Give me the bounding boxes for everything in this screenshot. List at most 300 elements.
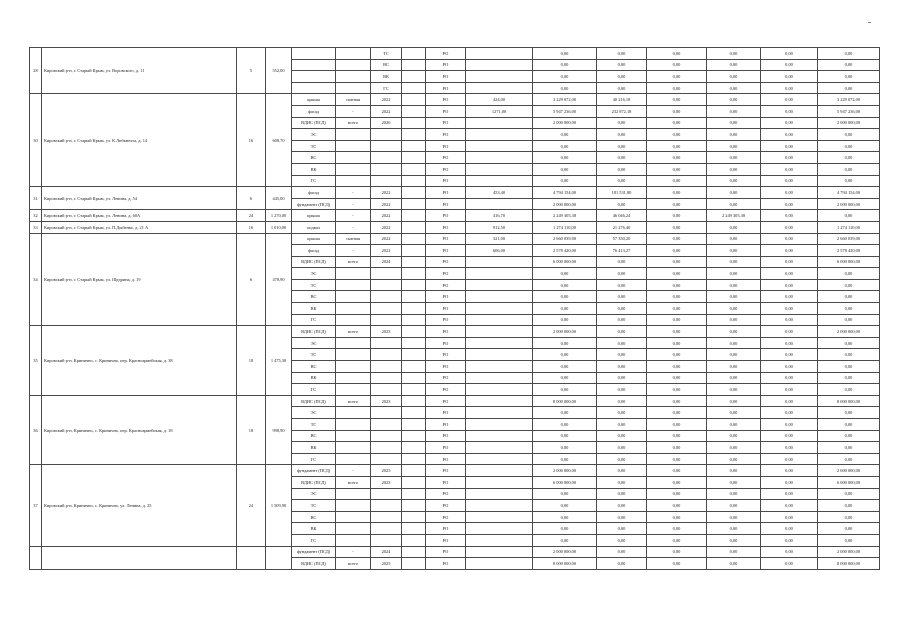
cell-fund-local: 0,00 bbox=[707, 198, 761, 210]
cell-work-type: ВС bbox=[292, 511, 336, 523]
cell-fund-total: 0,00 bbox=[818, 534, 880, 546]
cell-fund-total: 0,00 bbox=[818, 349, 880, 361]
cell-year bbox=[371, 152, 402, 164]
cell-fund-regional: 0,00 bbox=[647, 152, 707, 164]
cell-fund-regional: 0,00 bbox=[647, 268, 707, 280]
cell-year bbox=[371, 303, 402, 315]
cell-total-cost bbox=[466, 82, 533, 94]
cell-fund-federal: 0,00 bbox=[597, 198, 647, 210]
cell-specific-cost: 0,00 bbox=[533, 129, 597, 141]
cell-work-type: ВС bbox=[292, 430, 336, 442]
cell-fund-regional: 0,00 bbox=[647, 361, 707, 373]
cell-total-cost bbox=[466, 534, 533, 546]
cell-year: 2023 bbox=[371, 326, 402, 338]
cell-fund-federal: 0,00 bbox=[597, 129, 647, 141]
cell-work-subtype bbox=[336, 279, 371, 291]
cell-total-cost bbox=[466, 326, 533, 338]
cell-funding bbox=[402, 82, 426, 94]
cell-specific-cost: 3 229 072,00 bbox=[533, 94, 597, 106]
cell-work-subtype bbox=[336, 523, 371, 535]
cell-total-cost: 453,40 bbox=[466, 187, 533, 199]
cell-work-subtype: - bbox=[336, 210, 371, 222]
cell-fund-total: 8 000 000,00 bbox=[818, 558, 880, 570]
cell-volume: РО bbox=[426, 140, 466, 152]
cell-fund-local: 0,00 bbox=[707, 140, 761, 152]
cell-fund-regional: 0,00 bbox=[647, 453, 707, 465]
cell-work-type: ГС bbox=[292, 314, 336, 326]
cell-fund-regional: 0,00 bbox=[647, 442, 707, 454]
cell-volume: РО bbox=[426, 117, 466, 129]
cell-funding bbox=[402, 442, 426, 454]
cell-fund-federal: 0,00 bbox=[597, 268, 647, 280]
cell-year bbox=[371, 291, 402, 303]
cell-year bbox=[371, 361, 402, 373]
cell-volume: РО bbox=[426, 256, 466, 268]
cell-fund-owners: 0,00 bbox=[761, 372, 818, 384]
building-area: 1 509,90 bbox=[266, 465, 292, 546]
floor-count bbox=[237, 546, 266, 569]
cell-fund-local: 0,00 bbox=[707, 268, 761, 280]
building-area: 1 475,30 bbox=[266, 326, 292, 396]
cell-volume: РО bbox=[426, 187, 466, 199]
cell-specific-cost: 0,00 bbox=[533, 59, 597, 71]
cell-total-cost bbox=[466, 361, 533, 373]
cell-fund-local: 0,00 bbox=[707, 279, 761, 291]
cell-specific-cost: 6 000 000,00 bbox=[533, 476, 597, 488]
cell-work-type: ВДИС (ПСД) bbox=[292, 256, 336, 268]
cell-total-cost bbox=[466, 476, 533, 488]
cell-fund-regional: 0,00 bbox=[647, 198, 707, 210]
cell-fund-federal: 0,00 bbox=[597, 59, 647, 71]
cell-fund-total: 0,00 bbox=[818, 129, 880, 141]
cell-fund-owners: 0,00 bbox=[761, 395, 818, 407]
cell-work-subtype: - bbox=[336, 465, 371, 477]
cell-specific-cost: 2 000 000,00 bbox=[533, 326, 597, 338]
cell-fund-federal: 0,00 bbox=[597, 534, 647, 546]
cell-fund-local: 0,00 bbox=[707, 349, 761, 361]
cell-work-subtype: - bbox=[336, 546, 371, 558]
cell-fund-total: 2 000 000,00 bbox=[818, 198, 880, 210]
cell-fund-local: 2 249 305,38 bbox=[707, 210, 761, 222]
cell-total-cost: 912,50 bbox=[466, 221, 533, 233]
cell-fund-federal: 0,00 bbox=[597, 152, 647, 164]
cell-work-type: фундамент (ПСД) bbox=[292, 198, 336, 210]
table-row bbox=[30, 326, 880, 338]
cell-volume: РО bbox=[426, 476, 466, 488]
cell-fund-regional: 0,00 bbox=[647, 48, 707, 60]
cell-volume: РО bbox=[426, 48, 466, 60]
cell-year bbox=[371, 500, 402, 512]
cell-fund-local: 0,00 bbox=[707, 534, 761, 546]
cell-year: 2024 bbox=[371, 256, 402, 268]
cell-fund-local: 0,00 bbox=[707, 94, 761, 106]
cell-volume: РО bbox=[426, 384, 466, 396]
cell-total-cost bbox=[466, 395, 533, 407]
cell-funding bbox=[402, 279, 426, 291]
repair-schedule-table bbox=[29, 47, 880, 570]
cell-funding bbox=[402, 430, 426, 442]
cell-work-type: ТС bbox=[292, 419, 336, 431]
cell-work-subtype bbox=[336, 140, 371, 152]
cell-fund-total: 0,00 bbox=[818, 210, 880, 222]
cell-work-subtype bbox=[336, 71, 371, 83]
cell-work-type: ВС bbox=[292, 152, 336, 164]
cell-fund-local: 0,00 bbox=[707, 303, 761, 315]
floor-count: 18 bbox=[237, 395, 266, 465]
cell-year bbox=[371, 163, 402, 175]
cell-fund-federal: 0,00 bbox=[597, 326, 647, 338]
cell-fund-federal: 0,00 bbox=[597, 291, 647, 303]
cell-work-subtype bbox=[336, 361, 371, 373]
cell-work-type: ВДИС (ПСД) bbox=[292, 476, 336, 488]
cell-fund-local: 0,00 bbox=[707, 453, 761, 465]
cell-fund-owners: 0,00 bbox=[761, 419, 818, 431]
cell-fund-local: 0,00 bbox=[707, 395, 761, 407]
cell-fund-owners: 0,00 bbox=[761, 407, 818, 419]
cell-work-type: ВДИС (ПСД) bbox=[292, 326, 336, 338]
cell-fund-total: 0,00 bbox=[818, 48, 880, 60]
cell-fund-regional: 0,00 bbox=[647, 430, 707, 442]
table-row bbox=[30, 94, 880, 106]
cell-total-cost bbox=[466, 303, 533, 315]
cell-fund-total: 0,00 bbox=[818, 303, 880, 315]
cell-specific-cost: 0,00 bbox=[533, 534, 597, 546]
building-address: Кировский р-н, г. Старый Крым, ул. Воровского, д. 11 bbox=[42, 48, 237, 94]
cell-funding bbox=[402, 59, 426, 71]
cell-volume: РО bbox=[426, 453, 466, 465]
cell-fund-regional: 0,00 bbox=[647, 221, 707, 233]
cell-volume: РО bbox=[426, 546, 466, 558]
cell-fund-total: 0,00 bbox=[818, 175, 880, 187]
cell-fund-owners: 0,00 bbox=[761, 314, 818, 326]
cell-work-subtype bbox=[336, 534, 371, 546]
cell-fund-federal: 0,00 bbox=[597, 465, 647, 477]
cell-fund-local: 0,00 bbox=[707, 233, 761, 245]
cell-funding bbox=[402, 221, 426, 233]
cell-fund-local: 0,00 bbox=[707, 419, 761, 431]
cell-fund-total: 0,00 bbox=[818, 523, 880, 535]
cell-volume: РО bbox=[426, 152, 466, 164]
cell-fund-local: 0,00 bbox=[707, 546, 761, 558]
cell-volume: РО bbox=[426, 523, 466, 535]
cell-funding bbox=[402, 534, 426, 546]
cell-volume: РО bbox=[426, 279, 466, 291]
cell-work-subtype: всего bbox=[336, 256, 371, 268]
cell-volume: РО bbox=[426, 175, 466, 187]
cell-work-subtype: всего bbox=[336, 476, 371, 488]
cell-work-subtype bbox=[336, 48, 371, 60]
cell-total-cost bbox=[466, 337, 533, 349]
cell-total-cost: 424,00 bbox=[466, 94, 533, 106]
cell-year: 2022 bbox=[371, 233, 402, 245]
cell-year: 2023 bbox=[371, 395, 402, 407]
cell-total-cost bbox=[466, 314, 533, 326]
cell-work-type: крыша bbox=[292, 210, 336, 222]
cell-fund-local: 0,00 bbox=[707, 488, 761, 500]
cell-fund-total: 4 794 154,00 bbox=[818, 187, 880, 199]
building-number: 33 bbox=[30, 221, 42, 233]
cell-fund-owners: 0,00 bbox=[761, 105, 818, 117]
cell-fund-owners: 0,00 bbox=[761, 245, 818, 257]
cell-total-cost bbox=[466, 152, 533, 164]
cell-specific-cost: 0,00 bbox=[533, 279, 597, 291]
cell-fund-regional: 0,00 bbox=[647, 349, 707, 361]
cell-total-cost bbox=[466, 384, 533, 396]
cell-work-subtype bbox=[336, 372, 371, 384]
cell-year: 2024 bbox=[371, 546, 402, 558]
cell-work-type: ВС bbox=[292, 291, 336, 303]
cell-fund-total: 5 947 236,00 bbox=[818, 105, 880, 117]
cell-fund-owners: 0,00 bbox=[761, 117, 818, 129]
cell-work-type bbox=[292, 59, 336, 71]
cell-funding bbox=[402, 337, 426, 349]
cell-fund-regional: 0,00 bbox=[647, 245, 707, 257]
cell-volume: РО bbox=[426, 314, 466, 326]
cell-volume: РО bbox=[426, 291, 466, 303]
cell-year bbox=[371, 419, 402, 431]
cell-work-subtype: - bbox=[336, 198, 371, 210]
cell-specific-cost: 0,00 bbox=[533, 314, 597, 326]
cell-work-type: подвал bbox=[292, 221, 336, 233]
cell-fund-total: 0,00 bbox=[818, 291, 880, 303]
cell-year bbox=[371, 175, 402, 187]
cell-fund-regional: 0,00 bbox=[647, 59, 707, 71]
cell-fund-local: 0,00 bbox=[707, 71, 761, 83]
cell-fund-regional: 0,00 bbox=[647, 523, 707, 535]
building-address: Кировский р-н, Кринично, с. Кринично, пер. Красноармейская, д. 18 bbox=[42, 395, 237, 465]
cell-specific-cost: 0,00 bbox=[533, 291, 597, 303]
cell-fund-local: 0,00 bbox=[707, 163, 761, 175]
cell-specific-cost: 0,00 bbox=[533, 71, 597, 83]
cell-fund-federal: 232 872,18 bbox=[597, 105, 647, 117]
cell-fund-owners: 0,00 bbox=[761, 465, 818, 477]
cell-volume: РО bbox=[426, 407, 466, 419]
cell-fund-owners: 0,00 bbox=[761, 210, 818, 222]
cell-volume: РО bbox=[426, 82, 466, 94]
cell-fund-owners: 0,00 bbox=[761, 442, 818, 454]
cell-fund-total: 0,00 bbox=[818, 488, 880, 500]
cell-fund-federal: 0,00 bbox=[597, 82, 647, 94]
cell-funding bbox=[402, 163, 426, 175]
building-number: 30 bbox=[30, 94, 42, 187]
cell-work-subtype bbox=[336, 129, 371, 141]
cell-fund-federal: 0,00 bbox=[597, 546, 647, 558]
cell-fund-local: 0,00 bbox=[707, 187, 761, 199]
floor-count: 5 bbox=[237, 48, 266, 94]
cell-year: ВК bbox=[371, 71, 402, 83]
building-area: 552,00 bbox=[266, 48, 292, 94]
cell-fund-federal: 0,00 bbox=[597, 442, 647, 454]
cell-work-type: ГС bbox=[292, 453, 336, 465]
cell-year bbox=[371, 337, 402, 349]
cell-volume: РО bbox=[426, 163, 466, 175]
cell-total-cost bbox=[466, 546, 533, 558]
cell-total-cost: 606,00 bbox=[466, 245, 533, 257]
cell-work-type bbox=[292, 82, 336, 94]
cell-year: 2022 bbox=[371, 198, 402, 210]
cell-fund-total: 0,00 bbox=[818, 163, 880, 175]
cell-fund-total: 2 660 039,00 bbox=[818, 233, 880, 245]
floor-count: 24 bbox=[237, 465, 266, 546]
cell-year bbox=[371, 534, 402, 546]
cell-year bbox=[371, 140, 402, 152]
cell-funding bbox=[402, 268, 426, 280]
cell-funding bbox=[402, 256, 426, 268]
cell-specific-cost: 0,00 bbox=[533, 511, 597, 523]
cell-fund-owners: 0,00 bbox=[761, 534, 818, 546]
cell-fund-owners: 0,00 bbox=[761, 129, 818, 141]
cell-year: 2023 bbox=[371, 476, 402, 488]
cell-funding bbox=[402, 245, 426, 257]
cell-funding bbox=[402, 488, 426, 500]
cell-fund-federal: 0,00 bbox=[597, 511, 647, 523]
cell-fund-federal: 0,00 bbox=[597, 48, 647, 60]
cell-fund-federal: 40 216,18 bbox=[597, 94, 647, 106]
cell-specific-cost: 0,00 bbox=[533, 407, 597, 419]
building-address bbox=[42, 546, 237, 569]
cell-total-cost bbox=[466, 140, 533, 152]
cell-funding bbox=[402, 314, 426, 326]
cell-funding bbox=[402, 395, 426, 407]
cell-fund-local: 0,00 bbox=[707, 291, 761, 303]
cell-funding bbox=[402, 129, 426, 141]
cell-fund-total: 0,00 bbox=[818, 337, 880, 349]
cell-work-subtype bbox=[336, 349, 371, 361]
cell-fund-federal: 57 350,20 bbox=[597, 233, 647, 245]
cell-fund-regional: 0,00 bbox=[647, 534, 707, 546]
cell-total-cost bbox=[466, 465, 533, 477]
building-number: 35 bbox=[30, 326, 42, 396]
building-area: 1 010,00 bbox=[266, 221, 292, 233]
cell-fund-federal: 0,00 bbox=[597, 430, 647, 442]
table-row bbox=[30, 546, 880, 558]
cell-fund-owners: 0,00 bbox=[761, 523, 818, 535]
cell-fund-owners: 0,00 bbox=[761, 233, 818, 245]
cell-volume: РО bbox=[426, 71, 466, 83]
cell-fund-owners: 0,00 bbox=[761, 198, 818, 210]
cell-work-subtype bbox=[336, 488, 371, 500]
cell-work-type: фасад bbox=[292, 245, 336, 257]
cell-year bbox=[371, 511, 402, 523]
cell-volume: РО bbox=[426, 419, 466, 431]
cell-fund-local: 0,00 bbox=[707, 442, 761, 454]
building-number: 32 bbox=[30, 210, 42, 222]
cell-funding bbox=[402, 384, 426, 396]
cell-volume: РО bbox=[426, 488, 466, 500]
cell-work-subtype: скатная bbox=[336, 233, 371, 245]
cell-year bbox=[371, 279, 402, 291]
cell-fund-total: 0,00 bbox=[818, 152, 880, 164]
cell-fund-regional: 0,00 bbox=[647, 326, 707, 338]
cell-funding bbox=[402, 210, 426, 222]
cell-total-cost bbox=[466, 349, 533, 361]
cell-fund-regional: 0,00 bbox=[647, 94, 707, 106]
cell-work-subtype bbox=[336, 500, 371, 512]
cell-fund-owners: 0,00 bbox=[761, 94, 818, 106]
cell-funding bbox=[402, 291, 426, 303]
cell-total-cost bbox=[466, 523, 533, 535]
cell-fund-total: 0,00 bbox=[818, 407, 880, 419]
cell-fund-owners: 0,00 bbox=[761, 558, 818, 570]
table-row bbox=[30, 395, 880, 407]
cell-fund-total: 0,00 bbox=[818, 500, 880, 512]
cell-fund-owners: 0,00 bbox=[761, 488, 818, 500]
cell-year: 2022 bbox=[371, 245, 402, 257]
cell-work-type: ВК bbox=[292, 442, 336, 454]
cell-total-cost bbox=[466, 268, 533, 280]
cell-fund-local: 0,00 bbox=[707, 314, 761, 326]
floor-count: 6 bbox=[237, 187, 266, 210]
cell-fund-local: 0,00 bbox=[707, 384, 761, 396]
cell-funding bbox=[402, 326, 426, 338]
cell-funding bbox=[402, 105, 426, 117]
cell-volume: РО bbox=[426, 129, 466, 141]
corner-mark bbox=[868, 22, 871, 23]
cell-specific-cost: 0,00 bbox=[533, 488, 597, 500]
cell-fund-regional: 0,00 bbox=[647, 140, 707, 152]
cell-work-subtype: всего bbox=[336, 117, 371, 129]
cell-volume: РО bbox=[426, 465, 466, 477]
cell-volume: РО bbox=[426, 500, 466, 512]
cell-fund-owners: 0,00 bbox=[761, 303, 818, 315]
cell-year bbox=[371, 349, 402, 361]
cell-specific-cost: 8 000 000,00 bbox=[533, 558, 597, 570]
cell-fund-owners: 0,00 bbox=[761, 175, 818, 187]
cell-funding bbox=[402, 523, 426, 535]
cell-fund-regional: 0,00 bbox=[647, 314, 707, 326]
cell-fund-federal: 0,00 bbox=[597, 500, 647, 512]
cell-specific-cost: 5 947 236,00 bbox=[533, 105, 597, 117]
cell-fund-owners: 0,00 bbox=[761, 384, 818, 396]
cell-fund-local: 0,00 bbox=[707, 430, 761, 442]
cell-fund-federal: 0,00 bbox=[597, 303, 647, 315]
cell-volume: РО bbox=[426, 221, 466, 233]
cell-total-cost bbox=[466, 59, 533, 71]
cell-specific-cost: 0,00 bbox=[533, 337, 597, 349]
cell-specific-cost: 8 000 000,00 bbox=[533, 395, 597, 407]
building-area: 998,90 bbox=[266, 395, 292, 465]
cell-fund-regional: 0,00 bbox=[647, 546, 707, 558]
cell-year bbox=[371, 372, 402, 384]
cell-work-type: фасад bbox=[292, 105, 336, 117]
cell-fund-total: 0,00 bbox=[818, 279, 880, 291]
cell-specific-cost: 2 000 000,00 bbox=[533, 117, 597, 129]
cell-work-type: ТС bbox=[292, 279, 336, 291]
cell-total-cost bbox=[466, 511, 533, 523]
cell-fund-local: 0,00 bbox=[707, 465, 761, 477]
cell-fund-total: 0,00 bbox=[818, 82, 880, 94]
cell-work-subtype: всего bbox=[336, 558, 371, 570]
cell-work-type: ГС bbox=[292, 175, 336, 187]
cell-fund-local: 0,00 bbox=[707, 337, 761, 349]
cell-specific-cost: 2 000 000,00 bbox=[533, 546, 597, 558]
cell-work-subtype bbox=[336, 337, 371, 349]
cell-fund-owners: 0,00 bbox=[761, 326, 818, 338]
cell-fund-federal: 0,00 bbox=[597, 361, 647, 373]
cell-total-cost bbox=[466, 558, 533, 570]
cell-volume: РО bbox=[426, 59, 466, 71]
cell-fund-federal: 0,00 bbox=[597, 279, 647, 291]
cell-work-subtype bbox=[336, 419, 371, 431]
cell-work-subtype bbox=[336, 442, 371, 454]
cell-work-subtype: - bbox=[336, 245, 371, 257]
cell-volume: РО bbox=[426, 105, 466, 117]
cell-work-type: ВДИС (ПСД) bbox=[292, 558, 336, 570]
cell-specific-cost: 0,00 bbox=[533, 372, 597, 384]
cell-work-subtype bbox=[336, 152, 371, 164]
cell-total-cost bbox=[466, 453, 533, 465]
cell-year: 2026 bbox=[371, 117, 402, 129]
